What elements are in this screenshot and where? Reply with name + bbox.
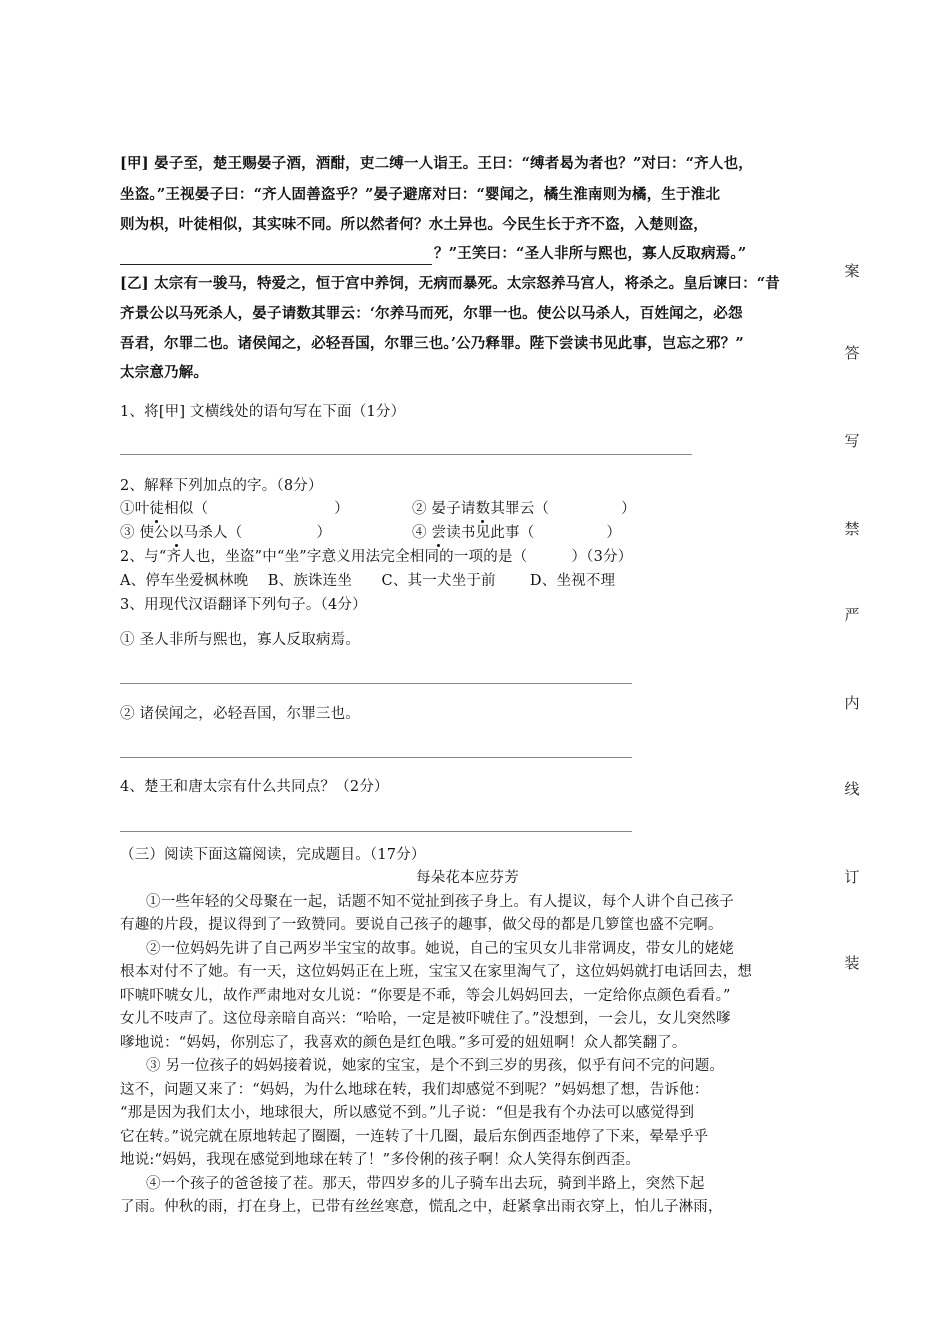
essay-p2-line-3: 吓唬吓唬女儿，故作严肃地对女儿说：“你要是不乖，等会儿妈妈回去，一定给你点颜色看看。” bbox=[120, 988, 731, 1004]
essay-p3-line-4: 它在转。”说完就在原地转起了圈圈，一连转了十几圈，最后东倒西歪地停了下来，晕晕乎乎 bbox=[120, 1129, 709, 1145]
essay-p2-line-5: 嗲地说：“妈妈，你别忘了，我喜欢的颜色是红色哦。”多可爱的妞妞啊！众人都笑翻了。 bbox=[120, 1035, 687, 1051]
question-3-sentence-a: ① 圣人非所与熙也，寡人反取病焉。 bbox=[120, 632, 361, 648]
answer-line-q3-a bbox=[120, 683, 632, 684]
passage-jia-line-2: 坐盗。”王视晏子曰：“齐人固善盗乎？”晏子避席对曰：“婴闻之，橘生淮南则为橘，生于淮北 bbox=[120, 186, 721, 203]
question-2b-title: 2、与“齐人也，坐盗”中“坐”字意义用法完全相同的一项的是（ ）（3分） bbox=[120, 549, 633, 565]
essay-p2-line-4: 女儿不吱声了。这位母亲暗自高兴：“哈哈，一定是被吓唬住了。”没想到，一会儿，女儿突然嗲 bbox=[120, 1011, 731, 1027]
binding-margin-char: 严 bbox=[844, 606, 860, 624]
passage-jia-line-4: ？”王笑曰：“圣人非所与熙也，寡人反取病焉。” bbox=[434, 245, 747, 262]
blank-line-jia bbox=[120, 264, 432, 265]
binding-margin-char: 线 bbox=[844, 780, 860, 798]
binding-margin-char: 订 bbox=[844, 868, 860, 886]
answer-line-q1 bbox=[120, 454, 692, 455]
question-2-title: 2、解释下列加点的字。（8分） bbox=[120, 478, 323, 494]
essay-p3-line-1: ③ 另一位孩子的妈妈接着说，她家的宝宝，是个不到三岁的男孩，似乎有问不完的问题。 bbox=[146, 1058, 725, 1074]
essay-p1-line-1: ①一些年轻的父母聚在一起，话题不知不觉扯到孩子身上。有人提议，每个人讲个自己孩子 bbox=[146, 894, 734, 910]
question-2-item-c: ③ 使公以马杀人（ ） bbox=[120, 525, 332, 541]
essay-p4-line-2: 了雨。仲秋的雨，打在身上，已带有丝丝寒意，慌乱之中，赶紧拿出雨衣穿上，怕儿子淋雨， bbox=[120, 1199, 723, 1215]
passage-jia-line-1: [甲] 晏子至，楚王赐晏子酒，酒酣，吏二缚一人诣王。王曰：“缚者曷为者也？”对曰：“齐人也， bbox=[120, 155, 753, 172]
binding-margin-char: 答 bbox=[844, 344, 860, 362]
essay-p1-line-2: 有趣的片段，提议得到了一致赞同。要说自己孩子的趣事，做父母的都是几箩筐也盛不完啊。 bbox=[120, 917, 723, 933]
passage-yi-line-4: 太宗意乃解。 bbox=[120, 364, 209, 381]
question-2-item-b: ② 晏子请数其罪云（ ） bbox=[412, 501, 636, 517]
binding-margin-char: 禁 bbox=[844, 520, 860, 538]
binding-margin-char: 案 bbox=[844, 262, 860, 280]
question-4-title: 4、楚王和唐太宗有什么共同点？（2分） bbox=[120, 779, 389, 795]
binding-margin-char: 内 bbox=[844, 694, 860, 712]
answer-line-q3-b bbox=[120, 757, 632, 758]
question-3-sentence-b: ② 诸侯闻之，必轻吾国，尔罪三也。 bbox=[120, 706, 361, 722]
essay-p3-line-5: 地说:“妈妈，我现在感觉到地球在转了！”多伶俐的孩子啊！众人笑得东倒西歪。 bbox=[120, 1152, 641, 1168]
passage-yi-line-2: 齐景公以马死杀人，晏子请数其罪云：‘尔养马而死，尔罪一也。使公以马杀人，百姓闻之，必怨 bbox=[120, 305, 743, 322]
question-1: 1、将[甲] 文横线处的语句写在下面（1分） bbox=[120, 404, 406, 420]
passage-yi-line-3: 吾君，尔罪二也。诸侯闻之，必轻吾国，尔罪三也。’公乃释罪。陛下尝读书见此事，岂忘之邪？” bbox=[120, 335, 744, 352]
section-3-heading: （三）阅读下面这篇阅读，完成题目。（17分） bbox=[120, 847, 426, 863]
question-2-item-a: ①叶徒相似（ ） bbox=[120, 501, 349, 517]
question-2b-options: A、停车坐爱枫林晚 B、族诛连坐 C、其一犬坐于前 D、坐视不理 bbox=[120, 573, 616, 589]
essay-p3-line-2: 这不，问题又来了：“妈妈，为什么地球在转，我们却感觉不到呢？”妈妈想了想，告诉他： bbox=[120, 1082, 709, 1098]
essay-p3-line-3: “那是因为我们太小，地球很大，所以感觉不到。”儿子说：“但是我有个办法可以感觉得到 bbox=[120, 1105, 695, 1121]
passage-jia-line-3: 则为枳，叶徒相似，其实味不同。所以然者何？水土异也。今民生长于齐不盗，入楚则盗， bbox=[120, 216, 708, 233]
passage-yi-line-1: [乙] 太宗有一骏马，特爱之，恒于宫中养饲，无病而暴死。太宗怒养马宫人，将杀之。皇后谏曰：“昔 bbox=[120, 275, 781, 292]
question-3-title: 3、用现代汉语翻译下列句子。（4分） bbox=[120, 597, 367, 613]
binding-margin-char: 装 bbox=[844, 954, 860, 972]
essay-title: 每朵花本应芬芳 bbox=[416, 870, 519, 886]
binding-margin-char: 写 bbox=[844, 432, 860, 450]
essay-p2-line-1: ②一位妈妈先讲了自己两岁半宝宝的故事。她说，自己的宝贝女儿非常调皮，带女儿的姥姥 bbox=[146, 941, 734, 957]
answer-line-q4 bbox=[120, 831, 632, 832]
essay-p2-line-2: 根本对付不了她。有一天，这位妈妈正在上班，宝宝又在家里淘气了，这位妈妈就打电话回去，想 bbox=[120, 964, 753, 980]
question-2-item-d: ④ 尝读书见此事（ ） bbox=[412, 525, 622, 541]
essay-p4-line-1: ④一个孩子的爸爸接了茬。那天，带四岁多的儿子骑车出去玩，骑到半路上，突然下起 bbox=[146, 1176, 705, 1192]
